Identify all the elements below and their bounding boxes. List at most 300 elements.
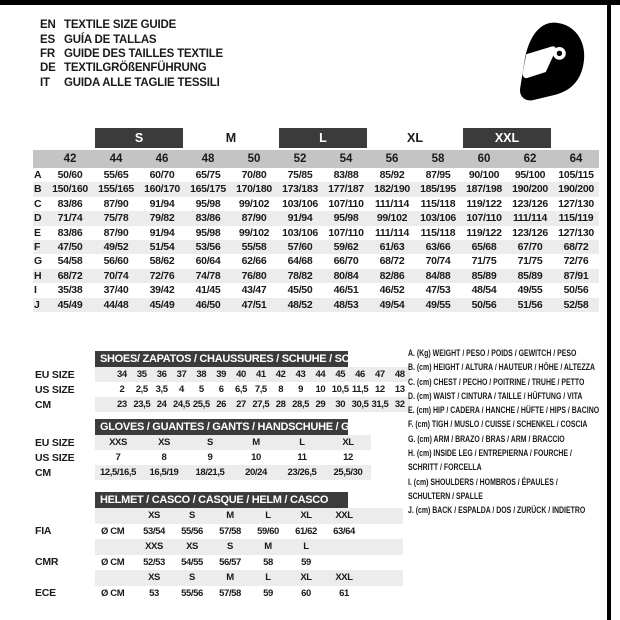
- measure-value: 41/45: [195, 284, 221, 297]
- table-row: [33, 382, 410, 397]
- measure-value: 107/110: [466, 212, 502, 225]
- size-cell: 5: [198, 384, 204, 395]
- table-title-row: [33, 492, 410, 508]
- size-cell: 31,5: [371, 399, 389, 410]
- size-cell: 35: [136, 369, 147, 380]
- guide-title-es: GUÍA DE TALLAS: [64, 33, 157, 46]
- row-letter: A: [34, 169, 42, 181]
- size-cell: 20/24: [245, 467, 267, 478]
- unit-label: Ø CM: [101, 525, 125, 537]
- size-cell: 55/56: [181, 525, 203, 537]
- size-cell: S: [189, 510, 195, 521]
- table-title-row: [33, 351, 410, 367]
- row-letter: G: [34, 255, 42, 268]
- size-cell: 57/58: [219, 525, 241, 537]
- size-cell: XS: [186, 541, 198, 552]
- measure-value: 54/58: [57, 255, 83, 268]
- size-cell: 25,5: [192, 399, 210, 410]
- measure-value: 45/50: [287, 284, 313, 297]
- measure-value: 160/170: [144, 183, 180, 196]
- language-code: EN: [40, 19, 56, 32]
- size-cell: M: [226, 510, 234, 521]
- measure-value: 60/70: [149, 169, 175, 181]
- measure-value: 49/55: [517, 284, 543, 297]
- measure-value: 103/106: [420, 212, 456, 225]
- size-cell: 57/58: [219, 587, 241, 599]
- size-group-s: S: [95, 128, 183, 148]
- measure-value: 58/62: [149, 255, 175, 268]
- size-cell: M: [252, 437, 260, 448]
- size-cell: 53: [149, 587, 159, 599]
- measure-row-c: [33, 197, 599, 211]
- measure-value: 115/118: [420, 197, 456, 210]
- measure-value: 91/94: [287, 212, 313, 225]
- size-cell: 12: [375, 384, 385, 395]
- size-cell: M: [226, 572, 234, 583]
- letter-col-spacer: [33, 128, 47, 148]
- size-cell: 25,5/30: [333, 467, 363, 478]
- measure-value: 60/64: [195, 255, 221, 268]
- row-label: EU SIZE: [35, 368, 75, 381]
- size-cell: [325, 539, 363, 555]
- measure-row-g: [33, 254, 599, 268]
- measure-row-d: [33, 211, 599, 225]
- row-label: [33, 539, 95, 555]
- measure-value: 48/54: [471, 284, 497, 297]
- row-letter: E: [34, 226, 41, 239]
- size-cell: 12: [343, 452, 353, 463]
- measure-value: 66/70: [333, 255, 359, 268]
- language-row: [40, 18, 223, 32]
- size-cell: 63/64: [333, 525, 355, 537]
- measure-value: 48/53: [333, 298, 359, 311]
- measure-value: 72/76: [563, 255, 589, 268]
- col-spacer: [553, 128, 599, 148]
- measure-value: 103/106: [282, 197, 318, 210]
- measure-value: 190/200: [558, 183, 594, 196]
- measure-value: 83/86: [57, 226, 83, 239]
- row-label: US SIZE: [35, 451, 75, 464]
- measure-value: 170/180: [236, 183, 272, 196]
- row-cells: [95, 555, 403, 571]
- size-cell: XL: [300, 572, 312, 583]
- size-cell: 40: [236, 369, 246, 380]
- size-cell: 46: [355, 369, 365, 380]
- measure-value: 46/51: [333, 284, 359, 297]
- measure-value: 95/98: [333, 212, 359, 225]
- measure-value: 83/86: [57, 197, 83, 210]
- size-cell: 48: [394, 369, 405, 380]
- measure-value: 46/52: [379, 284, 405, 297]
- legend-item-line: F. (cm) TIGH / MUSLO / CUISSE / SCHENKEL / COSCIA: [408, 419, 588, 431]
- size-cell: 36: [156, 369, 167, 380]
- measure-value: 76/80: [241, 269, 267, 282]
- measure-value: 85/89: [517, 269, 543, 282]
- measure-value: 95/98: [195, 197, 221, 210]
- measure-value: 59/62: [333, 240, 359, 253]
- table-row: [33, 539, 410, 555]
- size-col-52: 52: [293, 153, 307, 165]
- row-letter: B: [34, 183, 42, 196]
- size-cell: 7,5: [254, 384, 267, 395]
- measure-value: 49/54: [379, 298, 405, 311]
- size-cell: S: [207, 437, 213, 448]
- row-letter: D: [34, 212, 42, 225]
- size-col-44: 44: [109, 153, 123, 165]
- table-row: [33, 435, 410, 450]
- measure-value: 84/88: [425, 269, 451, 282]
- measure-value: 48/52: [287, 298, 313, 311]
- size-cell: 29: [315, 399, 326, 410]
- measure-value: 51/54: [149, 240, 175, 253]
- measure-value: 85/89: [471, 269, 497, 282]
- size-cell: 61/62: [295, 525, 317, 537]
- measure-row-j: [33, 298, 599, 312]
- size-cell: 3,5: [155, 384, 168, 395]
- size-cell: 18/21,5: [195, 467, 225, 478]
- size-cell: XS: [148, 510, 160, 521]
- unit-label: [95, 508, 135, 524]
- size-cell: 16,5/19: [149, 467, 179, 478]
- measure-value: 52/58: [563, 298, 589, 311]
- measure-row-h: [33, 269, 599, 283]
- size-col-46: 46: [155, 153, 169, 165]
- gloves-size-table: [33, 419, 410, 480]
- table-row: [33, 586, 410, 602]
- measure-value: 70/80: [241, 169, 267, 181]
- legend-item-line: B. (cm) HEIGHT / ALTURA / HAUTEUR / HÖHE / ALTEZZA: [408, 362, 595, 374]
- size-col-64: 64: [569, 153, 583, 165]
- size-cell: 23/26,5: [287, 467, 317, 478]
- measure-value: 107/110: [328, 226, 364, 239]
- table-title: SHOES/ ZAPATOS / CHAUSSURES / SCHUHE / SCARPE: [95, 351, 348, 367]
- size-cell: 8: [278, 384, 284, 395]
- measure-value: 185/195: [420, 183, 456, 196]
- size-cell: 43: [295, 369, 306, 380]
- size-cell: 41: [255, 369, 266, 380]
- table-row: [33, 508, 410, 524]
- measure-value: 74/78: [195, 269, 221, 282]
- size-group-l: L: [279, 128, 367, 148]
- language-code: FR: [40, 47, 55, 60]
- measure-value: 63/66: [425, 240, 451, 253]
- measure-value: 107/110: [328, 197, 364, 210]
- size-cell: 59: [301, 556, 311, 568]
- measure-value: 47/51: [241, 298, 267, 311]
- legend-item-line: C. (cm) CHEST / PECHO / POITRINE / TRUHE / PETTO: [408, 376, 585, 388]
- row-label: CMR: [35, 556, 59, 569]
- unit-label: [95, 539, 135, 555]
- measure-value: 45/49: [149, 298, 175, 311]
- measure-value: 51/56: [517, 298, 543, 311]
- measure-value: 43/47: [241, 284, 267, 297]
- measure-value: 87/91: [563, 269, 589, 282]
- size-cell: L: [299, 437, 305, 448]
- measure-value: 75/78: [103, 212, 129, 225]
- size-cell: 10: [315, 384, 326, 395]
- size-col-54: 54: [339, 153, 353, 165]
- size-cell: 30: [335, 399, 346, 410]
- size-col-56: 56: [385, 153, 399, 165]
- table-row: [33, 450, 410, 465]
- row-cells: [95, 397, 410, 412]
- language-row: [40, 47, 223, 61]
- measure-value: 71/75: [517, 255, 543, 268]
- size-cell: XL: [300, 510, 312, 521]
- size-cell: [325, 555, 363, 571]
- measure-value: 90/100: [468, 169, 500, 181]
- table-row: [33, 397, 410, 412]
- measure-value: 71/74: [57, 212, 83, 225]
- size-cell: L: [303, 541, 309, 552]
- measure-value: 72/76: [149, 269, 175, 282]
- size-cell: XL: [342, 437, 354, 448]
- size-cell: 2: [119, 384, 125, 395]
- measure-value: 111/114: [374, 226, 410, 239]
- size-cell: 6,5: [234, 384, 247, 395]
- measure-value: 65/68: [471, 240, 497, 253]
- size-cell: 27,5: [252, 399, 270, 410]
- measure-value: 47/50: [57, 240, 83, 253]
- row-label: FIA: [35, 525, 52, 538]
- size-cell: 60: [301, 587, 311, 599]
- title-cells: [95, 492, 348, 508]
- measure-value: 115/118: [420, 226, 456, 239]
- measure-value: 82/86: [379, 269, 405, 282]
- measure-value: 83/86: [195, 212, 221, 225]
- row-letter: F: [34, 240, 41, 253]
- measure-value: 78/82: [287, 269, 313, 282]
- size-cell: 54/55: [181, 556, 203, 568]
- measure-value: 150/160: [52, 183, 88, 196]
- row-label: US SIZE: [35, 383, 75, 396]
- guide-title-en: TEXTILE SIZE GUIDE: [64, 19, 177, 32]
- measure-value: 87/90: [241, 212, 267, 225]
- measure-value: 50/56: [563, 284, 589, 297]
- row-cells: [95, 586, 403, 602]
- language-code: IT: [40, 76, 50, 89]
- size-cell: XXL: [335, 572, 353, 583]
- size-cell: 45: [335, 369, 346, 380]
- measure-value: 173/183: [282, 183, 318, 196]
- size-cell: 27: [236, 399, 246, 410]
- legend-item-line: I. (cm) SHOULDERS / HOMBROS / ÉPAULES /: [408, 476, 558, 488]
- size-cell: 61: [339, 587, 349, 599]
- measure-value: 44/48: [103, 298, 129, 311]
- unit-label: Ø CM: [101, 587, 125, 599]
- size-group-header-row: [33, 128, 599, 148]
- label-spacer: [33, 351, 95, 367]
- measure-value: 55/58: [241, 240, 267, 253]
- row-cells: [95, 508, 403, 524]
- unit-label: Ø CM: [101, 556, 125, 568]
- measure-value: 70/74: [425, 255, 451, 268]
- size-cell: 32: [394, 399, 405, 410]
- legend-item-line: J. (cm) BACK / ESPALDA / DOS / ZURÜCK / INDIETRO: [408, 505, 586, 517]
- measure-value: 49/52: [103, 240, 129, 253]
- legend-item-line: H. (cm) INSIDE LEG / ENTREPIERNA / FOURCHE /: [408, 448, 572, 460]
- size-cell: XXS: [145, 541, 163, 552]
- col-spacer: [47, 128, 93, 148]
- language-row: [40, 76, 223, 90]
- measure-value: 46/50: [195, 298, 221, 311]
- row-cells: [95, 382, 410, 397]
- size-cell: 28,5: [292, 399, 309, 410]
- title-cells: [95, 419, 382, 435]
- size-cell: 37: [176, 369, 187, 380]
- table-row: [33, 570, 410, 586]
- table-title: GLOVES / GUANTES / GANTS / HANDSCHUHE / GUANTI: [95, 419, 348, 435]
- legend-item-line: E. (cm) HIP / CADERA / HANCHE / HÜFTE / HIPS / BACINO: [408, 405, 600, 417]
- size-group-m: M: [225, 131, 237, 145]
- size-cell: 52/53: [143, 556, 165, 568]
- size-cell: 4: [179, 384, 184, 395]
- photo-border-top: [0, 0, 620, 5]
- label-spacer: [33, 419, 95, 435]
- measure-value: 62/66: [241, 255, 267, 268]
- measure-value: 115/119: [558, 212, 594, 225]
- size-cell: XXL: [335, 510, 353, 521]
- letter-col-spacer: [33, 150, 47, 168]
- photo-border-right: [607, 0, 611, 620]
- size-col-62: 62: [523, 153, 537, 165]
- measure-value: 68/72: [379, 255, 405, 268]
- measure-value: 70/74: [103, 269, 129, 282]
- measure-row-e: [33, 226, 599, 240]
- measure-row-b: [33, 182, 599, 196]
- size-cell: 39: [216, 369, 227, 380]
- row-label: [33, 570, 95, 586]
- measure-value: 111/114: [512, 212, 548, 225]
- measure-value: 37/40: [103, 284, 129, 297]
- measure-value: 49/55: [425, 298, 451, 311]
- measure-value: 91/94: [149, 226, 175, 239]
- table-row: [33, 465, 410, 480]
- size-cell: 6: [218, 384, 224, 395]
- measure-value: 123/126: [512, 197, 548, 210]
- legend-item-line: A. (Kg) WEIGHT / PESO / POIDS / GEWITCH / PESO: [408, 348, 577, 359]
- size-cell: 38: [196, 369, 207, 380]
- measure-value: 75/85: [287, 169, 313, 181]
- size-cell: S: [227, 541, 233, 552]
- measure-value: 95/100: [514, 169, 546, 181]
- measure-value: 99/102: [376, 212, 408, 225]
- measure-value: 79/82: [149, 212, 175, 225]
- measure-value: 127/130: [558, 226, 594, 239]
- size-cell: 8: [161, 452, 167, 463]
- size-cell: 24: [156, 399, 167, 410]
- row-cells: [95, 570, 403, 586]
- size-cell: L: [265, 572, 271, 583]
- measure-value: 87/90: [103, 197, 129, 210]
- size-cell: L: [265, 510, 271, 521]
- size-cell: 23,5: [133, 399, 151, 410]
- textile-size-table: [33, 128, 599, 312]
- guide-title-it: GUIDA ALLE TAGLIE TESSILI: [64, 76, 220, 89]
- legend-item-line: D. (cm) WAIST / CINTURA / TAILLE / HÜFTUNG / VITA: [408, 390, 583, 402]
- row-cells: [95, 465, 371, 480]
- size-cell: 58: [263, 556, 273, 568]
- size-col-48: 48: [201, 153, 215, 165]
- row-cells: [95, 435, 371, 450]
- measure-value: 53/56: [195, 240, 221, 253]
- measure-value: 80/84: [333, 269, 359, 282]
- size-cell: 53/54: [143, 525, 165, 537]
- row-letter: I: [34, 284, 37, 297]
- measure-value: 50/56: [471, 298, 497, 311]
- size-cell: 44: [315, 369, 326, 380]
- measure-value: 190/200: [512, 183, 548, 196]
- measure-value: 67/70: [517, 240, 543, 253]
- size-cell: XXS: [109, 437, 127, 448]
- size-cell: 47: [375, 369, 385, 380]
- row-letter: H: [34, 269, 42, 282]
- legend-item-line: G. (cm) ARM / BRAZO / BRAS / ARM / BRACCIO: [408, 433, 565, 445]
- size-cell: 13: [394, 384, 405, 395]
- guide-title-fr: GUIDE DES TAILLES TEXTILE: [64, 47, 223, 60]
- size-cell: 55/56: [181, 587, 203, 599]
- measure-value: 111/114: [374, 197, 410, 210]
- size-col-58: 58: [431, 153, 445, 165]
- size-cell: 23: [117, 399, 127, 410]
- row-cells: [95, 524, 403, 540]
- measure-value: 127/130: [558, 197, 594, 210]
- language-row: [40, 32, 223, 46]
- size-col-50: 50: [247, 153, 261, 165]
- measure-value: 123/126: [512, 226, 548, 239]
- table-title: HELMET / CASCO / CASQUE / HELM / CASCO: [95, 492, 348, 508]
- size-cell: 10: [251, 452, 261, 463]
- table-row: [33, 555, 410, 571]
- measure-value: 55/65: [103, 169, 129, 181]
- legend-item-line: SCHULTERN / SPALLE: [408, 490, 483, 502]
- unit-label: [95, 570, 135, 586]
- row-cells: [95, 539, 403, 555]
- accessory-size-tables: [33, 351, 410, 601]
- row-label: CM: [35, 466, 51, 479]
- language-code: DE: [40, 62, 56, 75]
- size-cell: S: [189, 572, 195, 583]
- table-title-row: [33, 419, 410, 435]
- measure-value: 61/63: [379, 240, 405, 253]
- size-cell: 28: [275, 399, 286, 410]
- row-label: ECE: [35, 587, 56, 600]
- measure-value: 99/102: [238, 197, 270, 210]
- measure-value: 87/95: [425, 169, 451, 181]
- row-letter: J: [34, 298, 40, 311]
- measure-value: 39/42: [149, 284, 175, 297]
- measure-value: 57/60: [287, 240, 313, 253]
- size-cell: 56/57: [219, 556, 241, 568]
- size-cell: XS: [148, 572, 160, 583]
- measure-value: 50/60: [57, 169, 83, 181]
- measure-value: 119/122: [466, 226, 502, 239]
- measure-value: 182/190: [374, 183, 410, 196]
- measure-value: 68/72: [57, 269, 83, 282]
- size-cell: 11,5: [351, 384, 369, 395]
- measure-value: 103/106: [282, 226, 318, 239]
- measure-value: 47/53: [425, 284, 451, 297]
- row-label: [33, 508, 95, 524]
- size-cell: 42: [275, 369, 286, 380]
- measure-value: 91/94: [149, 197, 175, 210]
- row-label: EU SIZE: [35, 436, 75, 449]
- measure-value: 56/60: [103, 255, 129, 268]
- size-cell: 26: [216, 399, 227, 410]
- measure-value: 119/122: [466, 197, 502, 210]
- language-row: [40, 61, 223, 75]
- measure-row-a: [33, 168, 599, 182]
